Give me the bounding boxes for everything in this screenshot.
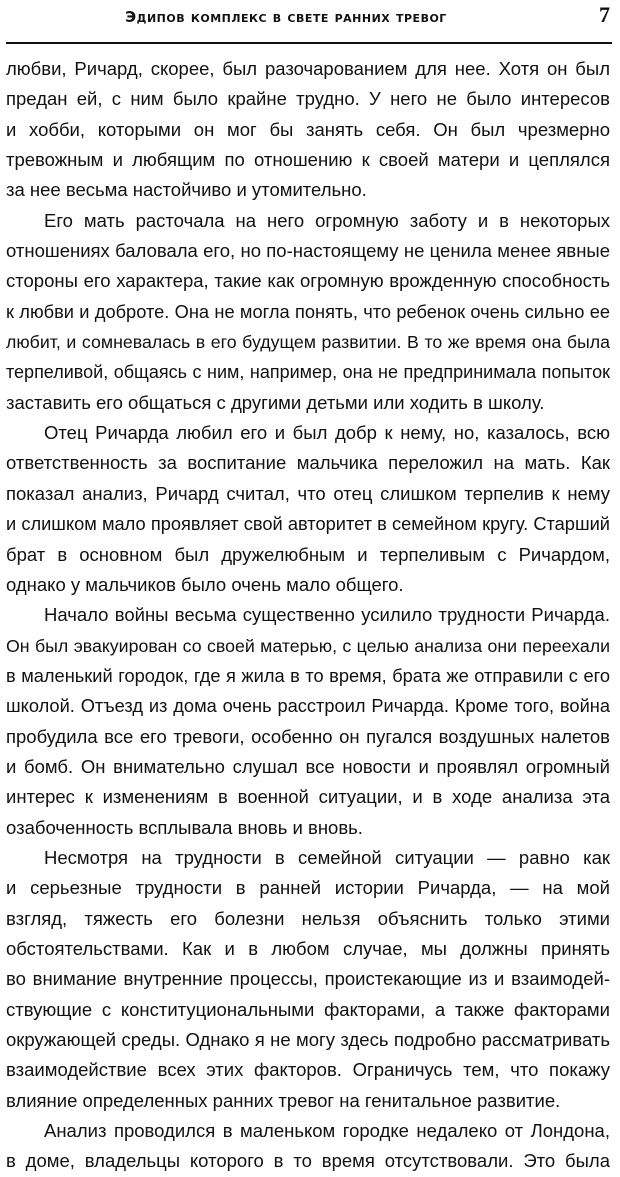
text-line: обстоятельствами. Как и в любом случае, мы должны принять xyxy=(6,937,610,959)
text-line: озабоченность всплывала вновь и вновь. xyxy=(6,816,363,838)
text-line: и слишком мало проявляет свой авторитет в семейном кругу. Старший xyxy=(6,513,610,535)
text-line: терпеливой, общаясь с ним, например, она не предпринимала попыток xyxy=(6,362,610,383)
text-line: в маленький городок, где я жила в то время, брата же отправили с его xyxy=(6,664,610,686)
text-line: школой. Отъезд из дома очень расстроил Ричарда. Кроме того, война xyxy=(6,695,610,717)
text-line: ответственность за воспитание мальчика переложил на мать. Как xyxy=(6,452,610,474)
running-head: Эдипов комплекс в свете ранних тревог xyxy=(125,8,447,26)
text-line: и хобби, которыми он мог бы занять себя. Он был чрезмерно xyxy=(6,118,610,140)
text-line: интерес к изменениям в военной ситуации, и в ходе анализа эта xyxy=(6,786,610,808)
page-number: 7 xyxy=(599,2,610,27)
text-line: пробудила все его тревоги, особенно он пугался воздушных налетов xyxy=(6,725,610,747)
text-line: заставить его общаться с другими детьми или ходить в школу. xyxy=(6,391,545,413)
text-line: Отец Ричарда любил его и был добр к нему, но, казалось, всю xyxy=(44,422,610,444)
text-line: взаимодействие всех этих факторов. Ограничусь тем, что покажу xyxy=(6,1059,610,1081)
text-line: и бомб. Он внимательно слушал все новости и проявлял огромный xyxy=(6,755,610,777)
text-line: Его мать расточала на него огромную заботу и в некоторых xyxy=(44,209,610,231)
text-line: во внимание внутренние процессы, проистекающие из и взаимодей- xyxy=(6,968,610,990)
page-header xyxy=(6,2,612,44)
text-line: ствующие с конституциональными факторами, а также факторами xyxy=(6,998,610,1020)
text-line: влияние определенных ранних тревог на генитальное развитие. xyxy=(6,1089,561,1111)
text-line: стороны его характера, такие как огромную врожденную способность xyxy=(6,270,610,292)
text-line: любит, и сомневалась в его будущем развитии. В то же время она была xyxy=(6,332,610,353)
text-line: взгляд, тяжесть его болезни нельзя объяснить только этими xyxy=(6,907,610,929)
text-line: Анализ проводился в маленьком городке недалеко от Лондона, xyxy=(44,1120,610,1142)
text-line: Начало войны весьма существенно усилило трудности Ричарда. xyxy=(44,604,610,626)
text-line: к любви и доброте. Она не могла понять, что ребенок очень сильно ее xyxy=(6,300,610,322)
text-line: любви, Ричард, скорее, был разочарованием для нее. Хотя он был xyxy=(6,58,610,79)
text-line: Он был эвакуирован со своей матерью, с целью анализа они переехали xyxy=(6,635,610,656)
text-line: тревожным и любящим по отношению к своей матери и цеплялся xyxy=(6,149,610,171)
text-line: брат в основном был дружелюбным и терпеливым с Ричардом, xyxy=(6,543,610,565)
text-line: за нее весьма настойчиво и утомительно. xyxy=(6,179,367,201)
text-line: однако у мальчиков было очень мало общего. xyxy=(6,573,404,595)
body-text xyxy=(6,54,610,1177)
text-line: окружающей среды. Однако я не могу здесь подробно рассматривать xyxy=(6,1029,610,1050)
text-line: предан ей, с ним было крайне трудно. У него не было интересов xyxy=(6,88,610,110)
text-line: в доме, владельцы которого в то время отсутствовали. Это была xyxy=(6,1150,610,1172)
text-line: Несмотря на трудности в семейной ситуации — равно как xyxy=(44,846,610,868)
text-line: отношениях баловала его, но по-настоящему не ценила менее явные xyxy=(6,240,610,262)
text-line: показал анализ, Ричард считал, что отец слишком терпелив к нему xyxy=(6,482,610,504)
text-line: и серьезные трудности в ранней истории Ричарда, — на мой xyxy=(6,877,610,899)
